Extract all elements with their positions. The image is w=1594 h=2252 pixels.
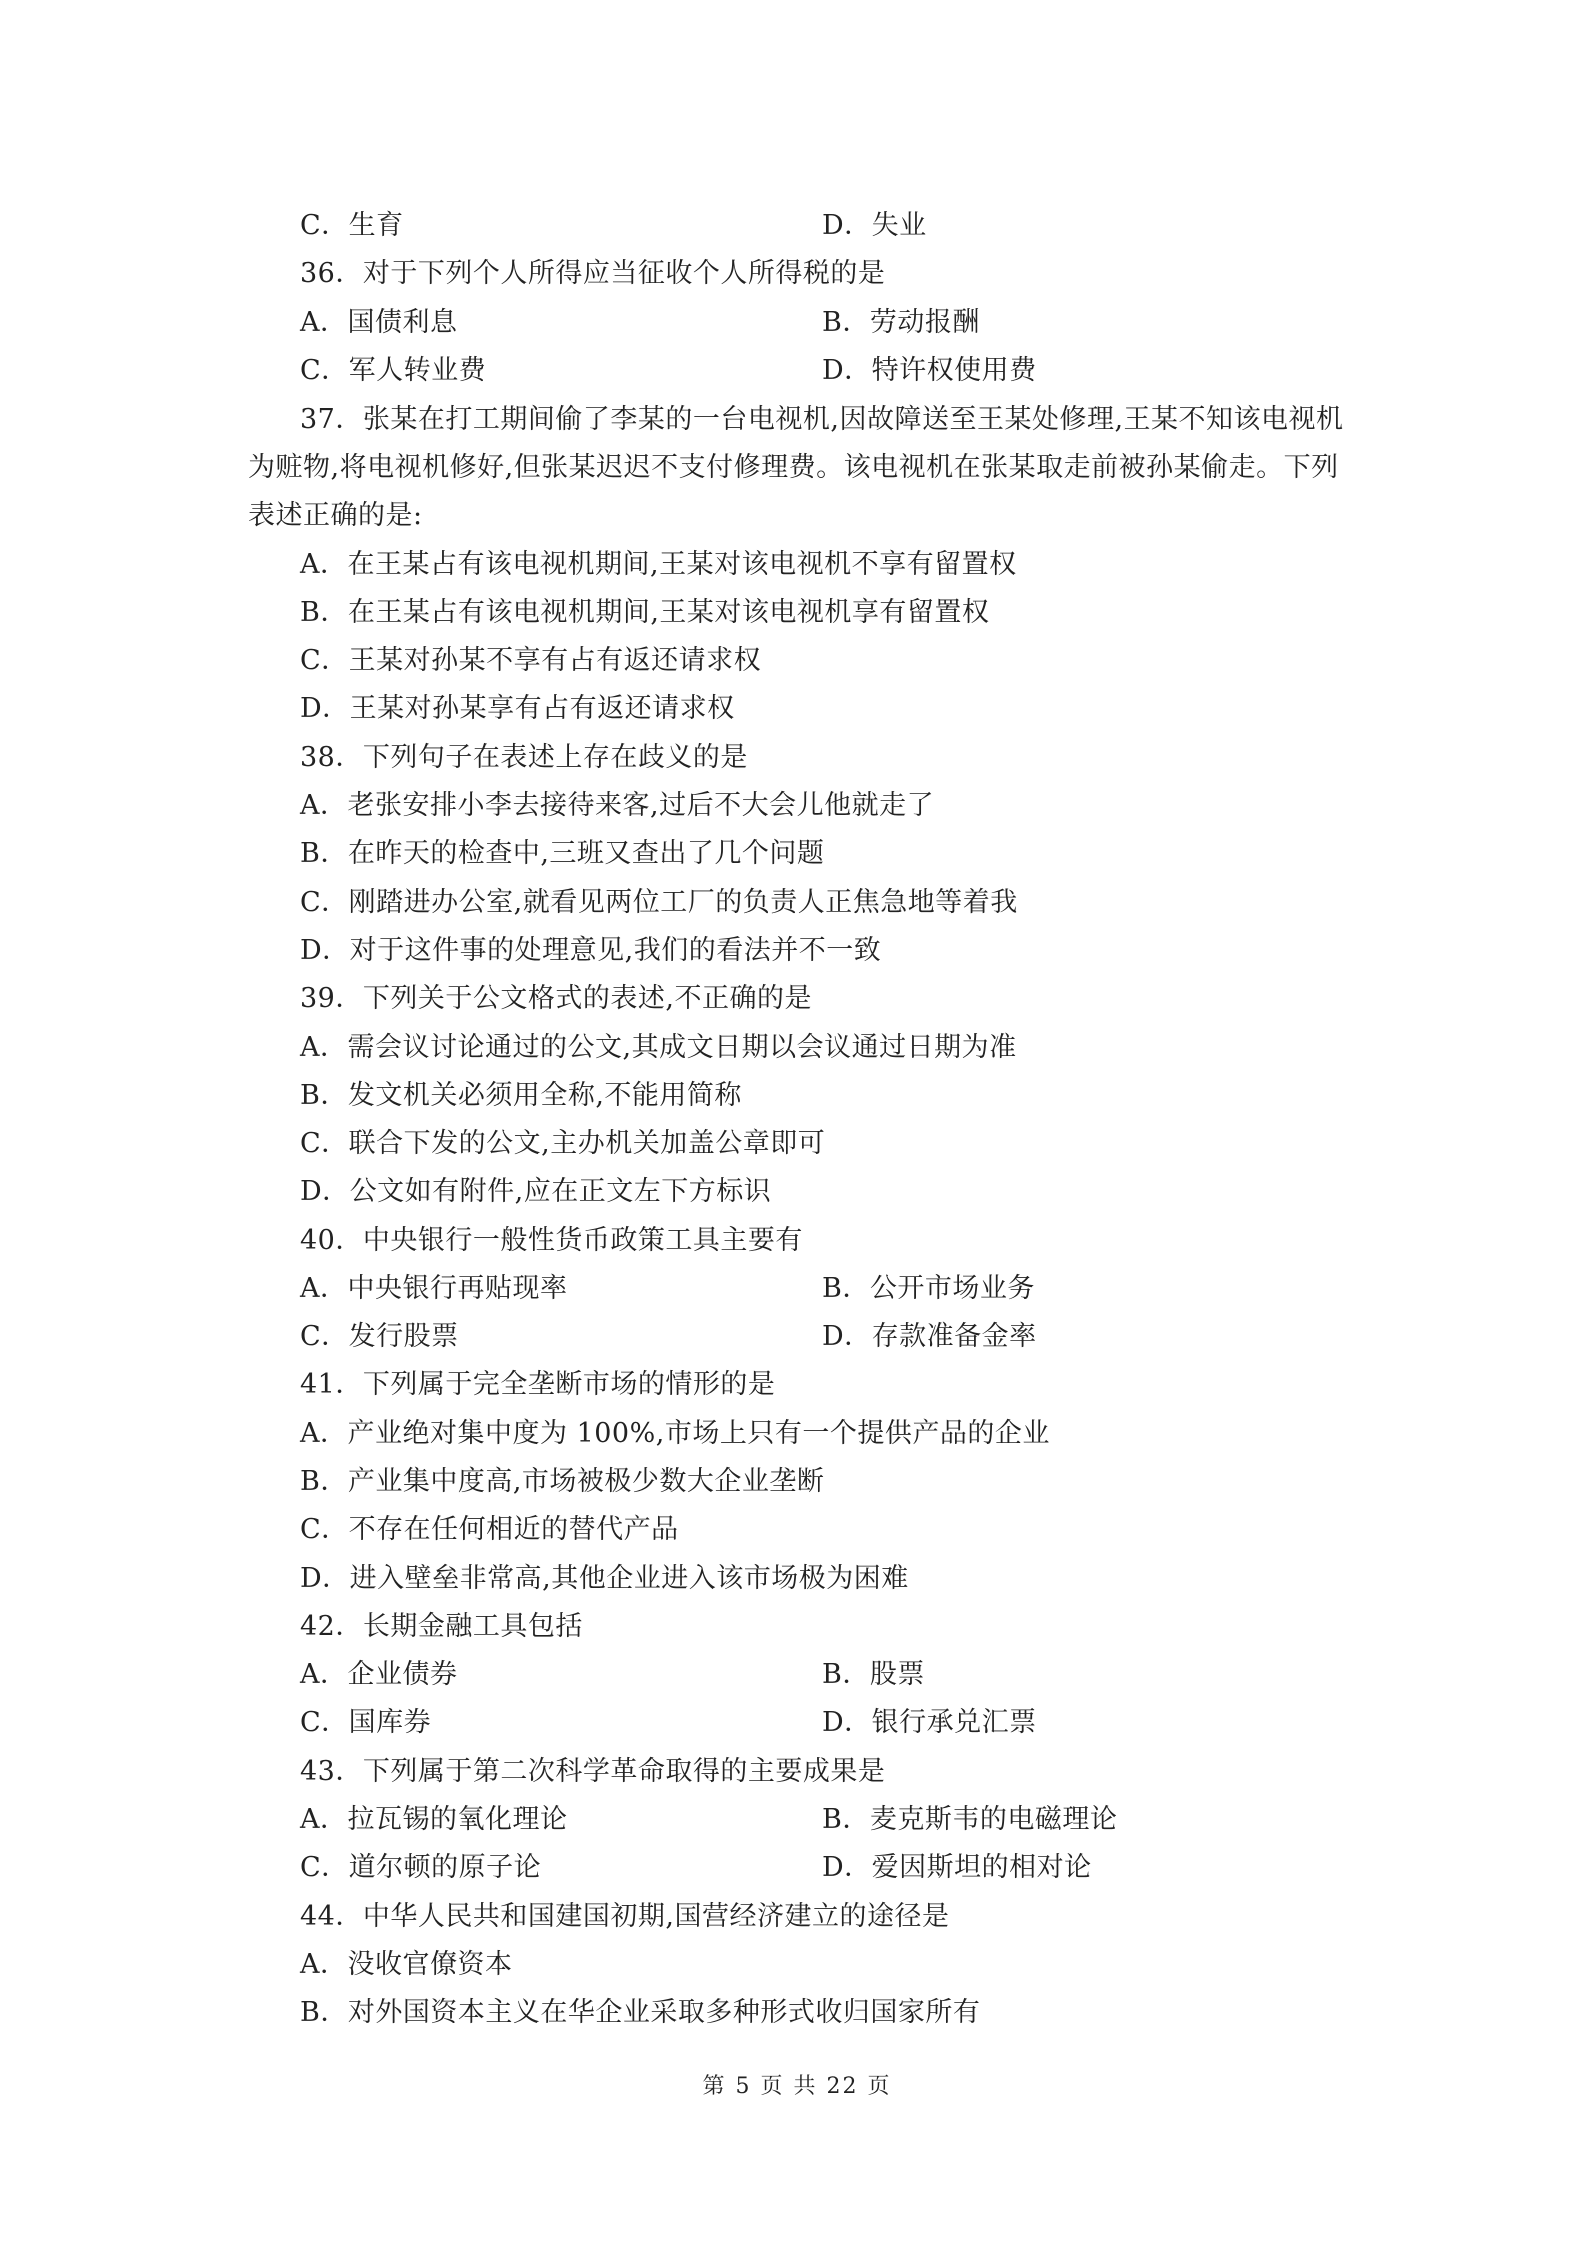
q36-option-d: D．特许权使用费 [822,355,1037,386]
q43-option-c: C．道尔顿的原子论 [300,1852,542,1883]
q37-option-d: D．王某对孙某享有占有返还请求权 [300,693,735,724]
q36-option-a: A．国债利息 [300,307,458,338]
q41-stem: 41．下列属于完全垄断市场的情形的是 [300,1369,776,1400]
q39-option-a: A．需会议讨论通过的公文,其成文日期以会议通过日期为准 [300,1032,1017,1063]
q39-stem: 39．下列关于公文格式的表述,不正确的是 [300,983,812,1014]
q35-option-d: D．失业 [822,210,927,241]
page-number-footer: 第 5 页 共 22 页 [702,2074,892,2099]
q36-option-b: B．劳动报酬 [822,307,980,338]
q38-option-a: A．老张安排小李去接待来客,过后不大会儿他就走了 [300,790,935,821]
q44-option-a: A．没收官僚资本 [300,1949,513,1980]
q44-option-b: B．对外国资本主义在华企业采取多种形式收归国家所有 [300,1997,981,2028]
q44-stem: 44．中华人民共和国建国初期,国营经济建立的途径是 [300,1901,950,1932]
q41-option-d: D．进入壁垒非常高,其他企业进入该市场极为困难 [300,1563,909,1594]
q37-option-b: B．在王某占有该电视机期间,王某对该电视机享有留置权 [300,597,990,628]
q43-option-b: B．麦克斯韦的电磁理论 [822,1804,1118,1835]
q42-option-a: A．企业债券 [300,1659,458,1690]
q37-option-c: C．王某对孙某不享有占有返还请求权 [300,645,762,676]
q37-stem-line2: 为赃物,将电视机修好,但张某迟迟不支付修理费。该电视机在张某取走前被孙某偷走。下列 [248,452,1339,483]
q37-stem-line3: 表述正确的是: [248,500,423,531]
q38-option-b: B．在昨天的检查中,三班又查出了几个问题 [300,838,825,869]
q37-option-a: A．在王某占有该电视机期间,王某对该电视机不享有留置权 [300,549,1017,580]
q43-option-d: D．爱因斯坦的相对论 [822,1852,1092,1883]
q40-option-a: A．中央银行再贴现率 [300,1273,568,1304]
q41-option-c: C．不存在任何相近的替代产品 [300,1514,679,1545]
q40-stem: 40．中央银行一般性货币政策工具主要有 [300,1225,803,1256]
q36-stem: 36．对于下列个人所得应当征收个人所得税的是 [300,258,886,289]
q39-option-d: D．公文如有附件,应在正文左下方标识 [300,1176,772,1207]
q42-stem: 42．长期金融工具包括 [300,1611,583,1642]
q40-option-c: C．发行股票 [300,1321,459,1352]
q38-option-c: C．刚踏进办公室,就看见两位工厂的负责人正焦急地等着我 [300,887,1018,918]
q38-option-d: D．对于这件事的处理意见,我们的看法并不一致 [300,935,882,966]
q42-option-d: D．银行承兑汇票 [822,1707,1037,1738]
q43-option-a: A．拉瓦锡的氧化理论 [300,1804,568,1835]
q41-option-a: A．产业绝对集中度为 100%,市场上只有一个提供产品的企业 [300,1418,1050,1449]
q42-option-c: C．国库券 [300,1707,432,1738]
q39-option-c: C．联合下发的公文,主办机关加盖公章即可 [300,1128,826,1159]
q41-option-b: B．产业集中度高,市场被极少数大企业垄断 [300,1466,825,1497]
q38-stem: 38．下列句子在表述上存在歧义的是 [300,742,748,773]
q43-stem: 43．下列属于第二次科学革命取得的主要成果是 [300,1756,886,1787]
q36-option-c: C．军人转业费 [300,355,487,386]
q42-option-b: B．股票 [822,1659,925,1690]
q37-stem-line1: 37．张某在打工期间偷了李某的一台电视机,因故障送至王某处修理,王某不知该电视机 [300,404,1344,435]
q35-option-c: C．生育 [300,210,404,241]
q40-option-b: B．公开市场业务 [822,1273,1035,1304]
q39-option-b: B．发文机关必须用全称,不能用简称 [300,1080,742,1111]
q40-option-d: D．存款准备金率 [822,1321,1037,1352]
